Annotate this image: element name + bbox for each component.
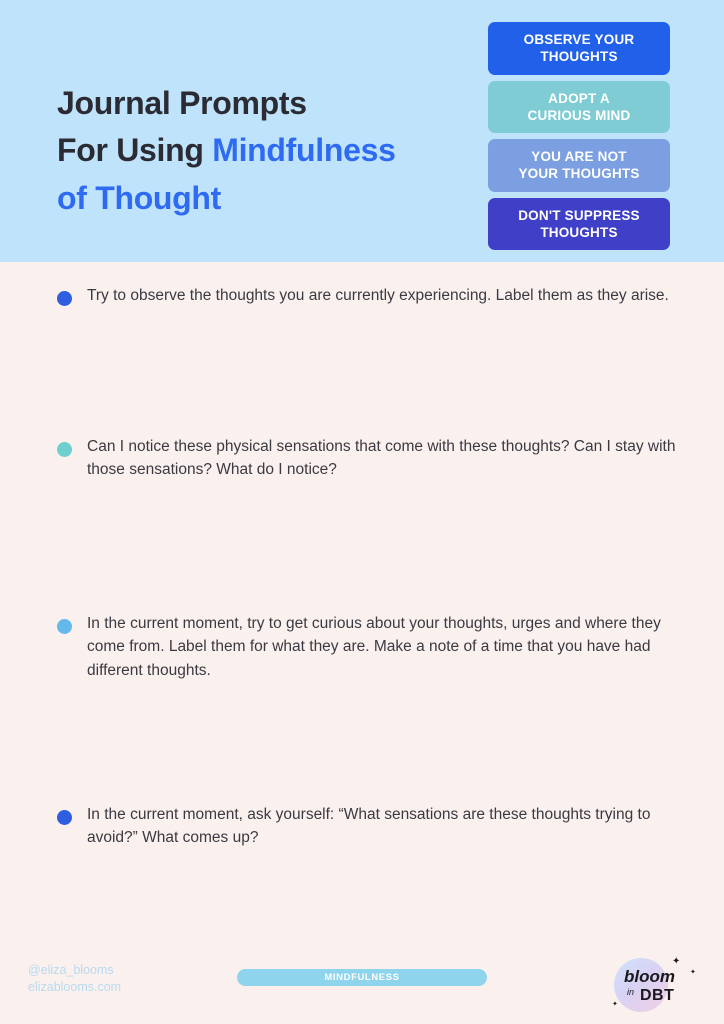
bullet-icon xyxy=(57,810,72,825)
handle-website: elizablooms.com xyxy=(28,979,122,994)
bullet-icon xyxy=(57,619,72,634)
prompt-item-4 xyxy=(57,803,682,850)
tag-adopt-a-curious-mind xyxy=(488,81,670,134)
title-line-1: Journal Prompts xyxy=(57,85,307,121)
handle-instagram: @eliza_blooms xyxy=(28,963,114,977)
social-handle xyxy=(28,962,121,996)
tag-observe-your-thoughts xyxy=(488,22,670,75)
prompt-item-3 xyxy=(57,612,682,682)
title-line-2-plain: For Using xyxy=(57,132,213,169)
prompt-text: Can I notice these physical sensations that come with these thoughts? Can I stay with those sensations? What do I notice? xyxy=(87,438,676,479)
prompt-text: In the current moment, try to get curious about your thoughts, urges and where they come from. Label them for what they are. Make a note of a time that you have had different thoughts. xyxy=(87,615,661,679)
tag-line-1: DON'T SUPPRESS xyxy=(518,207,640,223)
page-title xyxy=(57,80,477,222)
brand-logo xyxy=(610,954,702,1016)
prompt-text: Try to observe the thoughts you are currently experiencing. Label them as they arise. xyxy=(87,287,669,304)
logo-connector: in xyxy=(627,987,635,997)
tag-line-1: OBSERVE YOUR xyxy=(523,32,635,47)
bullet-icon xyxy=(57,442,72,457)
tag-line-2: THOUGHTS xyxy=(540,224,618,240)
bullet-icon xyxy=(57,291,72,306)
sparkle-icon-small: ✦ xyxy=(690,969,696,976)
sparkle-icon-small-2: ✦ xyxy=(612,1001,618,1008)
title-line-3: of Thought xyxy=(57,179,222,216)
tag-line-1: ADOPT A xyxy=(548,90,610,106)
tag-line-2: THOUGHTS xyxy=(540,49,618,65)
tag-line-2: YOUR THOUGHTS xyxy=(518,166,640,182)
category-pill: MINDFULNESS xyxy=(237,969,487,986)
tag-dont-suppress-thoughts xyxy=(488,198,670,251)
prompt-item-2 xyxy=(57,435,682,482)
tag-you-are-not-your-thoughts xyxy=(488,139,670,192)
prompt-item-1 xyxy=(57,284,682,307)
title-highlight: Mindfulness xyxy=(212,132,396,169)
tag-line-1: YOU ARE NOT xyxy=(531,149,627,165)
sparkle-icon: ✦ xyxy=(672,956,681,967)
footer xyxy=(0,944,724,1024)
prompt-text: In the current moment, ask yourself: “What sensations are these thoughts trying to avoid?” What comes up? xyxy=(87,806,651,847)
logo-wordmark: bloom xyxy=(624,967,675,986)
tag-list xyxy=(488,22,670,256)
header-banner xyxy=(0,0,724,262)
logo-acronym: DBT xyxy=(640,987,675,1004)
title-line-2 xyxy=(57,127,477,174)
tag-line-2: CURIOUS MIND xyxy=(527,107,631,123)
